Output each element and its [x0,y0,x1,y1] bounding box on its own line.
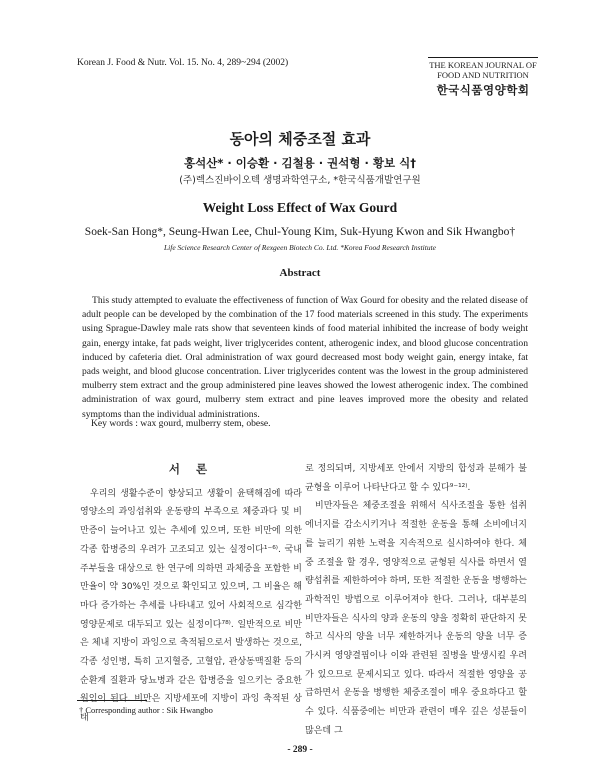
keywords: Key words : wax gourd, mulberry stem, obese. [91,418,271,429]
intro-paragraph-1-cont: 로 정의되며, 지방세포 안에서 지방의 합성과 분해가 불균형을 이루어 나타난다고 할 수 있다⁹⁻¹²⁾. [305,464,527,493]
journal-name-kr: 한국식품영양학회 [436,83,530,97]
journal-name-en-line1: THE KOREAN JOURNAL OF [429,60,537,70]
korean-affiliation: (주)렉스진바이오텍 생명과학연구소, *한국식품개발연구원 [179,175,421,186]
abstract-body: This study attempted to evaluate the effectiveness of function of Wax Gourd for obesity and the related disease of adult people can be developed by the combination of the 17 food materials screened in this study. The experiments using Sprague-Dawley male rats show that seventeen kinds of food material inhibited the increase of body weight gain, energy intake, fat pads weight, liver triglycerides content, atherogenic index, and blood glucose concentration induced by cafeteria diet. Oral administration of wax gourd decreased most body weight gain, energy intake, fat pads weight, and blood glucose concentration. Liver triglycerides content was the lowest in the group administered mulberry stem extract and the group administered pine leaves showed the lowest atherogenic index. The combined administration of wax gourd, mulberry stem extract and pine leaves improved more the obesity and related symptoms than the individual administrations. [82,295,528,420]
corresponding-author-footnote: † Corresponding author : Sik Hwangbo [79,705,213,715]
journal-name-en-line2: FOOD AND NUTRITION [437,70,529,80]
english-title: Weight Loss Effect of Wax Gourd [202,200,398,215]
intro-paragraph-1: 우리의 생활수준이 향상되고 생활이 윤택해짐에 따라 영양소의 과잉섭취와 운동량의 부족으로 체중과다 및 비만증이 늘어나고 있는 추세에 있으며, 또한 비만에 의한 각종 합병증의 우려가 고조되고 있는 실정이다¹⁻⁶⁾. 국내 주부들을 대상으로 한 연구에 의하면 과체중을 포함한 비만율이 약 30%인 것으로 확인되고 있으며, 그 비율은 해마다 증가하는 추세를 나타내고 있어 사회적으로 심각한 영양문제로 대두되고 있는 실정이다⁷⁸⁾. 일반적으로 비만은 체내 지방이 과잉으로 축적됨으로서 발생하는 것으로, 각종 성인병, 특히 고지혈증, 고혈압, 관상동맥질환 등의 순환계 질환과 당뇨병과 같은 합병증을 일으키는 중요한 원인이 된다. 비만은 지방세포에 지방이 과잉 축적된 상태 [80,488,302,724]
masthead-rule [428,57,538,58]
abstract-heading: Abstract [279,267,321,279]
korean-authors: 홍석산* · 이승환 · 김철용 · 권석형 · 황보 식† [184,156,416,170]
intro-left-column [80,460,302,728]
citation-line: Korean J. Food & Nutr. Vol. 15. No. 4, 289~294 (2002) [77,58,289,68]
english-affiliation: Life Science Research Center of Rexgeen Biotech Co. Ltd. *Korea Food Research Institute [163,243,436,252]
journal-masthead [428,57,538,98]
intro-right-column [305,460,527,741]
intro-paragraph-2: 비만자들은 체중조절을 위해서 식사조절을 통한 섭취에너지를 감소시키거나 적절한 운동을 통해 소비에너지를 늘리기 위한 노력을 지속적으로 실시하여야 한다. 체중 조절을 할 경우, 영양적으로 균형된 식사를 하면서 열량섭취를 제한하여야 하며, 또한 적절한 운동을 병행하는 과학적인 방법으로 이루어져야 한다. 그러나, 대부분의 비만자들은 식사의 양과 운동의 양을 정확히 판단하지 못하고 식사의 양을 너무 제한하거나 운동의 양을 너무 증가시켜 영양결핍이나 이와 관련된 질병을 발생시킬 우려가 있으므로 문제시되고 있다. 따라서 적절한 영양을 공급하면서 운동을 병행한 체중조절이 매우 중요하다고 할 수 있다. 식품중에는 비만과 관련이 매우 깊은 성분들이 많은데 그 [305,501,527,736]
english-authors: Soek-San Hong*, Seung-Hwan Lee, Chul-Young Kim, Suk-Hyung Kwon and Sik Hwangbo† [84,226,516,238]
intro-heading: 서 론 [168,462,214,476]
page-number: - 289 - [287,745,313,755]
korean-title: 동아의 체중조절 효과 [229,130,371,148]
footnote-rule [77,700,147,701]
